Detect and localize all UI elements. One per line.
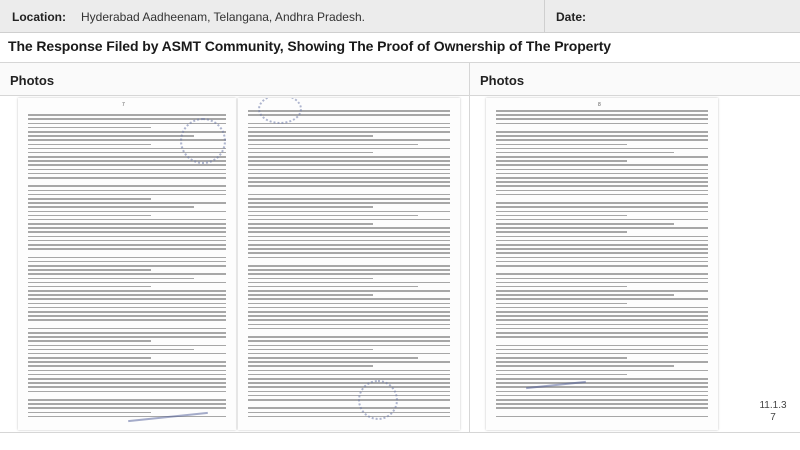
document-text-line xyxy=(496,345,708,347)
document-text-line xyxy=(28,324,226,326)
document-text-line xyxy=(496,399,708,401)
document-text-line xyxy=(248,332,450,334)
document-page-number: 8 xyxy=(598,102,601,108)
document-text-line xyxy=(248,298,450,300)
document-text-line xyxy=(28,164,226,166)
document-text-line xyxy=(248,202,450,204)
document-text-line xyxy=(28,328,226,330)
document-text-line xyxy=(496,303,627,305)
document-text-line xyxy=(28,215,151,217)
document-text-line xyxy=(496,177,708,179)
document-text-line xyxy=(248,282,450,284)
document-text-line xyxy=(496,156,708,158)
location-label: Location: xyxy=(12,10,66,24)
document-text-line xyxy=(248,324,450,326)
document-text-line xyxy=(496,273,708,275)
document-text-line xyxy=(496,307,708,309)
document-text-line xyxy=(28,236,226,238)
document-text-line xyxy=(248,357,418,359)
document-text-line xyxy=(496,244,708,246)
document-text-line xyxy=(496,164,708,166)
document-text-line xyxy=(248,139,450,141)
page-indicator-main: 11.1.3 xyxy=(759,400,787,411)
document-text-line xyxy=(28,144,151,146)
document-text-line xyxy=(496,391,708,393)
document-text-line xyxy=(496,412,708,414)
document-text-line xyxy=(496,257,708,259)
document-text-line xyxy=(248,403,450,405)
document-text-line xyxy=(496,336,708,338)
document-text-line xyxy=(496,194,708,196)
document-text-line xyxy=(248,127,450,129)
document-text-line xyxy=(248,365,373,367)
document-text-line xyxy=(496,144,627,146)
document-text-line xyxy=(248,185,450,187)
document-text-line xyxy=(496,315,708,317)
document-text-line xyxy=(28,248,226,250)
stamp-seal-icon xyxy=(358,380,398,420)
document-text-line xyxy=(496,357,627,359)
document-text-line xyxy=(248,395,450,397)
document-text-line xyxy=(496,185,708,187)
document-text-line xyxy=(248,211,450,213)
document-text-line xyxy=(248,286,418,288)
document-text-line xyxy=(248,399,450,401)
document-text-line xyxy=(28,311,226,313)
document-text-line xyxy=(28,173,226,175)
document-text-line xyxy=(28,336,226,338)
document-text-line xyxy=(28,399,226,401)
document-text-line xyxy=(28,198,151,200)
document-text-line xyxy=(496,135,708,137)
document-text-line xyxy=(496,378,708,380)
document-text-line xyxy=(248,361,450,363)
document-text-line xyxy=(496,353,708,355)
document-text-line xyxy=(496,227,708,229)
document-text-line xyxy=(496,110,708,112)
photos-header-right xyxy=(470,62,800,96)
document-text-line xyxy=(496,181,708,183)
document-text-line xyxy=(28,181,226,183)
document-text-line xyxy=(248,231,450,233)
document-text-line xyxy=(248,290,450,292)
document-text-line xyxy=(28,265,226,267)
document-text-line xyxy=(28,257,226,259)
document-text-line xyxy=(496,311,708,313)
document-text-line xyxy=(28,407,226,409)
document-text-line xyxy=(28,244,226,246)
document-text-line xyxy=(28,185,226,187)
document-text-line xyxy=(496,231,627,233)
document-text-line xyxy=(28,403,226,405)
document-text-line xyxy=(248,177,450,179)
document-text-line xyxy=(248,244,450,246)
document-text-line xyxy=(28,261,226,263)
document-text-line xyxy=(496,319,708,321)
document-text-line xyxy=(496,139,708,141)
document-text-line xyxy=(28,315,226,317)
document-text-line xyxy=(496,278,708,280)
document-text-line xyxy=(496,206,708,208)
document-text-line xyxy=(28,286,151,288)
document-text-line xyxy=(496,265,708,267)
document-text-line xyxy=(28,374,226,376)
document-text-line xyxy=(248,240,450,242)
document-text-line xyxy=(28,273,226,275)
document-text-line xyxy=(496,374,627,376)
document-text-line xyxy=(248,265,450,267)
document-text-line xyxy=(496,361,708,363)
document-text-line xyxy=(496,395,708,397)
document-text-line xyxy=(248,219,450,221)
document-text-line xyxy=(248,198,450,200)
document-text-block xyxy=(248,110,450,422)
document-text-line xyxy=(496,328,708,330)
document-text-line xyxy=(248,294,373,296)
document-text-line xyxy=(496,282,708,284)
document-text-line xyxy=(28,416,226,418)
document-text-line xyxy=(496,236,708,238)
document-text-line xyxy=(28,169,226,171)
document-text-line xyxy=(248,382,450,384)
document-text-line xyxy=(28,298,226,300)
document-text-line xyxy=(248,391,450,393)
document-text-line xyxy=(28,290,226,292)
document-text-line xyxy=(248,215,418,217)
document-text-line xyxy=(248,181,450,183)
document-text-line xyxy=(248,412,450,414)
document-text-line xyxy=(496,286,627,288)
document-text-line xyxy=(248,257,450,259)
document-text-line xyxy=(248,160,450,162)
document-text-line xyxy=(248,273,450,275)
document-text-line xyxy=(28,353,226,355)
document-text-line xyxy=(28,114,226,116)
document-text-line xyxy=(248,227,450,229)
document-text-line xyxy=(248,194,450,196)
document-text-line xyxy=(248,407,450,409)
document-text-line xyxy=(248,206,373,208)
document-text-line xyxy=(28,382,226,384)
stamp-seal-icon xyxy=(180,118,226,164)
photos-header-left xyxy=(0,62,470,96)
document-text-line xyxy=(28,231,226,233)
document-text-line xyxy=(28,211,226,213)
document-text-line xyxy=(496,294,674,296)
document-text-line xyxy=(248,169,450,171)
document-text-line xyxy=(28,349,194,351)
document-text-line xyxy=(496,127,708,129)
document-text-line xyxy=(496,202,708,204)
document-text-line xyxy=(248,349,373,351)
document-text-line xyxy=(248,340,450,342)
document-text-line xyxy=(496,190,708,192)
document-text-line xyxy=(28,240,226,242)
document-text-line xyxy=(496,370,708,372)
document-text-line xyxy=(496,118,708,120)
document-text-line xyxy=(496,349,708,351)
photos-label-left: Photos xyxy=(10,73,55,88)
document-text-line xyxy=(496,416,708,418)
document-text-line xyxy=(496,223,674,225)
document-text-line xyxy=(496,340,708,342)
date-label: Date: xyxy=(556,10,587,24)
document-text-line xyxy=(248,173,450,175)
page-title: The Response Filed by ASMT Community, Showing The Proof of Ownership of The Property xyxy=(8,38,611,54)
document-text-line xyxy=(248,236,450,238)
document-text-line xyxy=(28,386,226,388)
bottom-divider xyxy=(0,432,800,433)
document-text-line xyxy=(248,336,450,338)
document-text-line xyxy=(28,135,194,137)
document-text-line xyxy=(496,407,708,409)
document-text-line xyxy=(248,328,450,330)
document-text-line xyxy=(248,278,373,280)
document-text-line xyxy=(28,307,226,309)
date-cell xyxy=(544,0,800,33)
photos-label-right: Photos xyxy=(480,73,525,88)
document-text-line xyxy=(28,357,151,359)
document-text-line xyxy=(28,294,226,296)
document-text-line xyxy=(248,303,450,305)
document-text-line xyxy=(496,261,708,263)
document-text-line xyxy=(28,219,226,221)
document-text-line xyxy=(248,307,450,309)
document-text-line xyxy=(496,240,708,242)
document-text-line xyxy=(496,114,708,116)
document-text-line xyxy=(28,303,226,305)
document-text-line xyxy=(28,278,194,280)
document-text-line xyxy=(248,144,418,146)
document-page-number: 7 xyxy=(122,102,125,108)
page-indicator-sub: 7 xyxy=(770,412,776,423)
document-text-line xyxy=(28,127,151,129)
document-text-line xyxy=(28,319,226,321)
document-text-line xyxy=(248,269,450,271)
document-text-line xyxy=(496,403,708,405)
document-text-line xyxy=(248,319,450,321)
document-text-line xyxy=(248,386,450,388)
document-text-line xyxy=(248,190,450,192)
document-text-line xyxy=(248,135,373,137)
document-text-line xyxy=(496,160,627,162)
document-text-line xyxy=(496,131,708,133)
document-text-line xyxy=(248,345,450,347)
document-text-line xyxy=(248,378,450,380)
document-text-line xyxy=(248,148,450,150)
document-text-line xyxy=(496,152,674,154)
document-text-line xyxy=(28,194,226,196)
document-text-line xyxy=(496,198,708,200)
document-text-line xyxy=(248,223,373,225)
document-text-line xyxy=(496,215,627,217)
document-page-1 xyxy=(18,98,236,430)
document-text-line xyxy=(28,227,226,229)
document-page-2 xyxy=(238,98,460,430)
document-text-line xyxy=(496,148,708,150)
document-text-line xyxy=(28,190,226,192)
document-text-line xyxy=(248,315,450,317)
document-text-line xyxy=(248,311,450,313)
document-text-line xyxy=(28,370,226,372)
document-text-line xyxy=(28,345,226,347)
document-text-line xyxy=(28,365,226,367)
document-text-line xyxy=(28,252,226,254)
document-text-line xyxy=(248,374,450,376)
location-bar xyxy=(0,0,800,33)
location-value: Hyderabad Aadheenam, Telangana, Andhra Pradesh. xyxy=(81,10,365,24)
document-text-line xyxy=(28,361,226,363)
document-text-line xyxy=(248,353,450,355)
document-page-3 xyxy=(486,98,718,430)
document-text-line xyxy=(28,391,226,393)
document-text-line xyxy=(248,416,450,418)
document-text-line xyxy=(248,156,450,158)
document-text-line xyxy=(496,298,708,300)
document-text-line xyxy=(28,395,226,397)
document-text-line xyxy=(248,261,450,263)
document-text-line xyxy=(496,248,708,250)
document-text-line xyxy=(496,324,708,326)
document-text-line xyxy=(28,282,226,284)
document-text-line xyxy=(28,269,151,271)
document-text-line xyxy=(496,269,708,271)
document-text-line xyxy=(28,202,226,204)
document-text-line xyxy=(28,223,226,225)
document-text-block xyxy=(496,110,708,422)
document-text-line xyxy=(496,365,674,367)
document-text-line xyxy=(496,382,708,384)
document-text-line xyxy=(248,131,450,133)
document-text-line xyxy=(496,219,708,221)
document-text-line xyxy=(28,110,226,112)
document-text-line xyxy=(248,152,373,154)
document-text-line xyxy=(496,169,708,171)
document-text-line xyxy=(496,123,708,125)
document-text-line xyxy=(496,211,708,213)
document-text-line xyxy=(496,290,708,292)
document-text-line xyxy=(248,248,450,250)
document-text-line xyxy=(28,340,151,342)
document-text-line xyxy=(28,332,226,334)
document-text-line xyxy=(496,252,708,254)
document-text-line xyxy=(496,173,708,175)
document-text-line xyxy=(496,332,708,334)
document-text-line xyxy=(28,177,226,179)
document-text-line xyxy=(28,378,226,380)
document-text-line xyxy=(248,164,450,166)
document-text-line xyxy=(28,206,194,208)
page-indicator xyxy=(750,400,796,424)
document-text-line xyxy=(248,252,450,254)
document-text-line xyxy=(28,412,151,414)
document-text-line xyxy=(248,370,450,372)
